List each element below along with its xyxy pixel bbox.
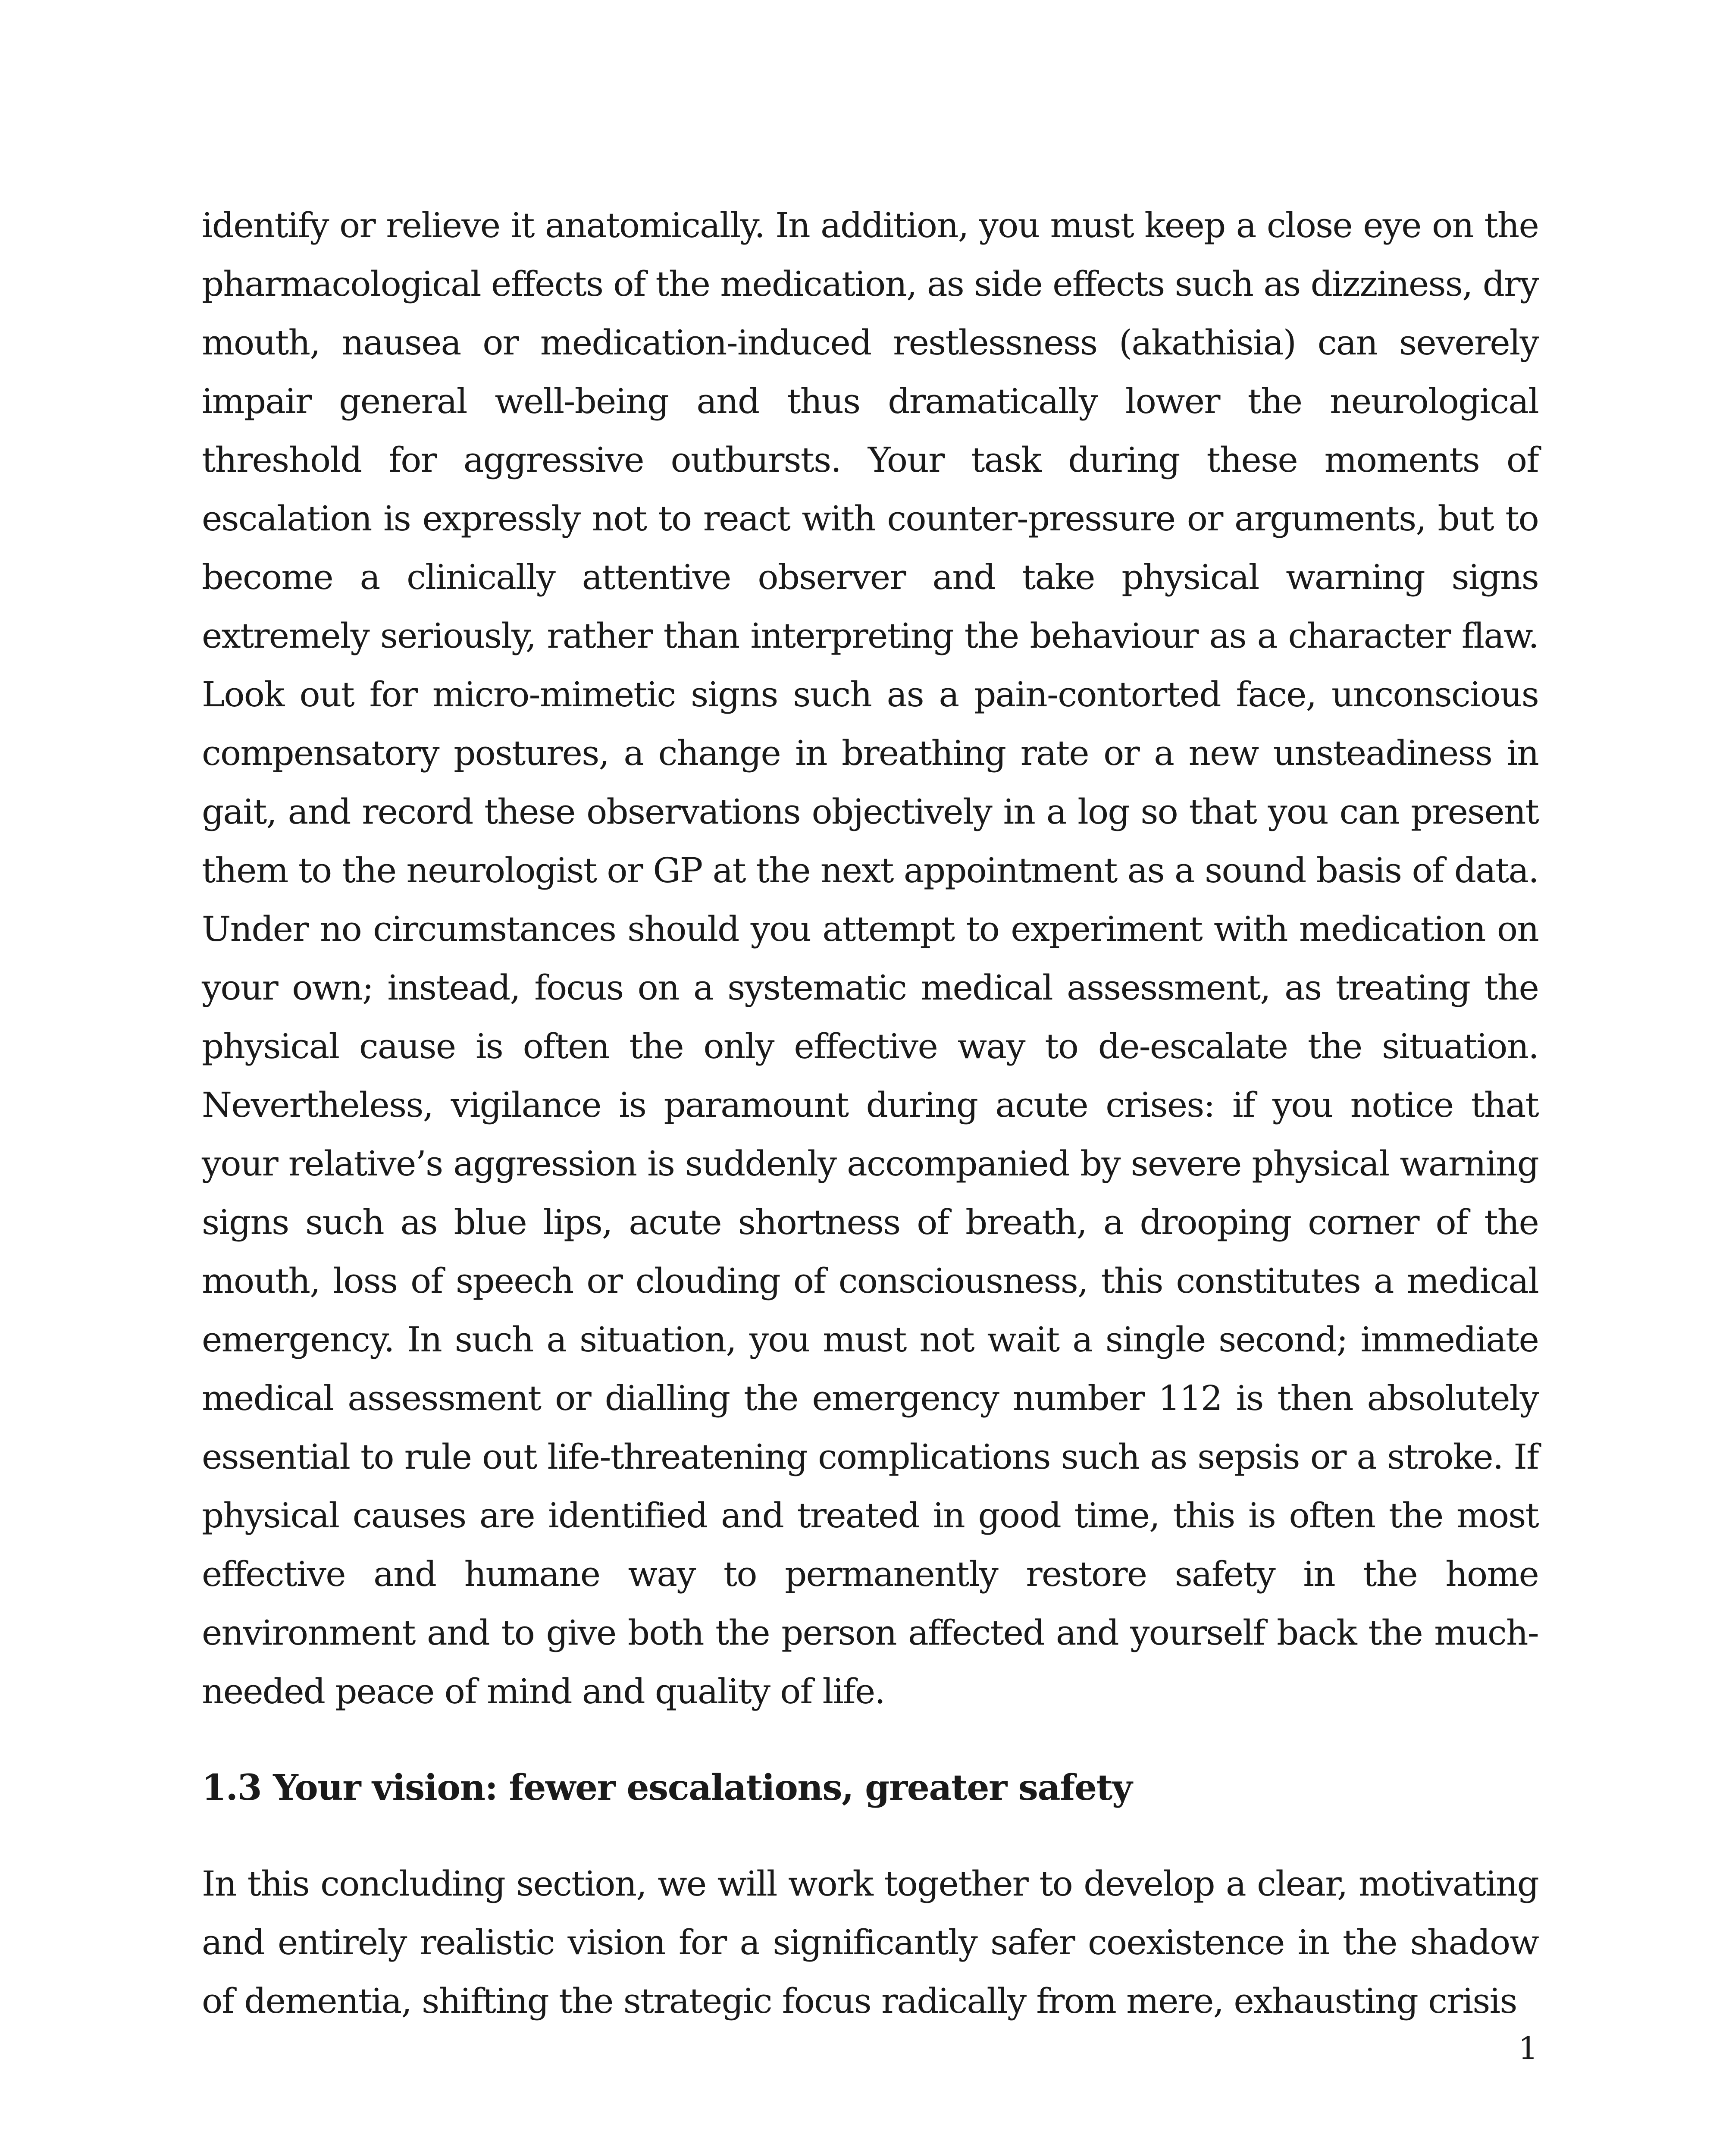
body-paragraph-2: In this concluding section, we will work together to develop a clear, motivating and entirely realistic vision for a significantly safer coexistence in the shadow of dementia, shifting the strategic focus radically from mere, exhausting crisis	[202, 1864, 1538, 2021]
body-paragraph-1: identify or relieve it anatomically. In addition, you must keep a close eye on the pharmacological effects of the medication, as side effects such as dizziness, dry mouth, nausea or medication-induced restlessness (akathisia) can severely impair general well-being and thus dramatically lower the neurological threshold for aggressive outbursts. Your task during these moments of escalation is expressly not to react with counter-pressure or arguments, but to become a clinically attentive observer and take physical warning signs extremely seriously, rather than interpreting the behaviour as a character flaw. Look out for micro-mimetic signs such as a pain-contorted face, unconscious compensatory postures, a change in breathing rate or a new unsteadiness in gait, and record these observations objectively in a log so that you can present them to the neurologist or GP at the next appointment as a sound basis of data. Under no circumstances should you attempt to experiment with medication on your own; instead, focus on a systematic medical assessment, as treating the physical cause is often the only effective way to de-escalate the situation. Nevertheless, vigilance is paramount during acute crises: if you notice that your relative’s aggression is suddenly accompanied by severe physical warning signs such as blue lips, acute shortness of breath, a drooping corner of the mouth, loss of speech or clouding of consciousness, this constitutes a medical emergency. In such a situation, you must not wait a single second; immediate medical assessment or dialling the emergency number 112 is then absolutely essential to rule out life-threatening complications such as sepsis or a stroke. If physical causes are identified and treated in good time, this is often the most effective and humane way to permanently restore safety in the home environment and to give both the person affected and yourself back the much-needed peace of mind and quality of life.	[202, 205, 1538, 1711]
page-content	[202, 196, 1538, 2031]
section-heading: 1.3 Your vision: fewer escalations, greater safety	[202, 1767, 1132, 1808]
page-number: 1	[1518, 2030, 1538, 2066]
